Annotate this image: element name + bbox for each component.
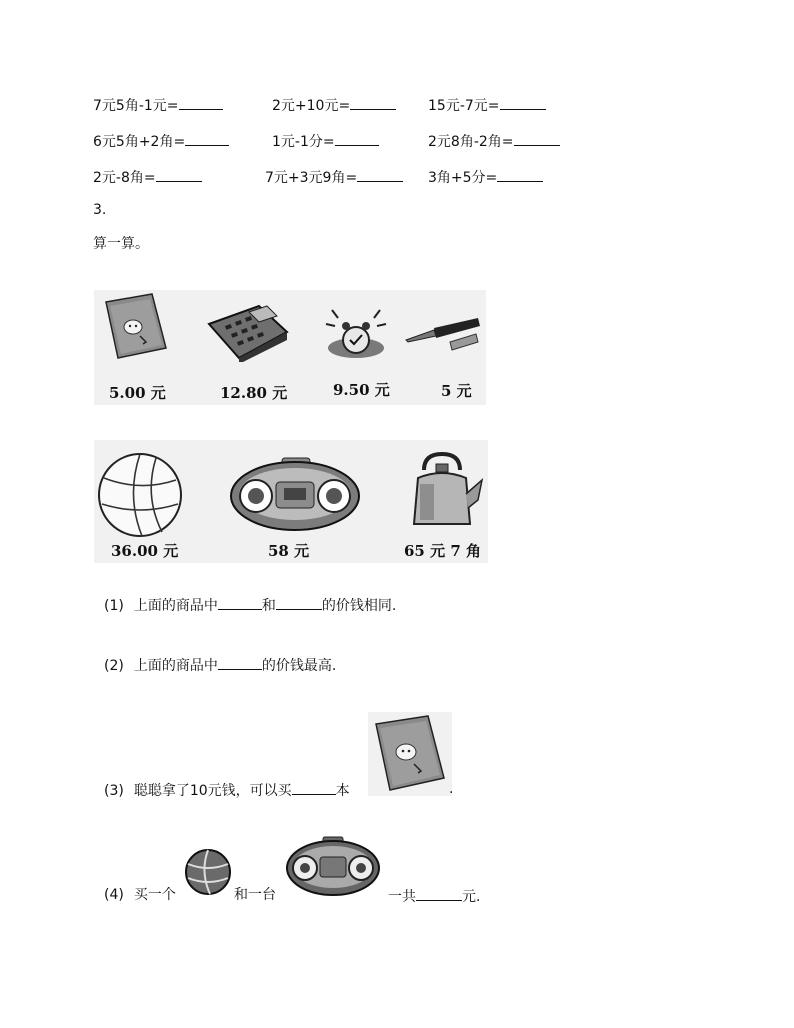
exercise-9: 3角+5分=	[428, 167, 543, 187]
alarm-clock-icon	[322, 304, 394, 364]
question-3: (3) 聪聪拿了10元钱，可以买 本	[104, 780, 350, 800]
price-notebook: 5.00 元	[109, 384, 166, 402]
section-number: 3.	[93, 202, 107, 218]
volleyball-icon	[96, 452, 184, 538]
question-4-start: (4) 买一个	[104, 887, 176, 903]
price-volleyball: 36.00 元	[111, 542, 179, 560]
price-radio: 58 元	[268, 542, 310, 560]
exercise-3: 15元-7元=	[428, 95, 546, 115]
price-calculator: 12.80 元	[220, 384, 288, 402]
radio-icon	[285, 835, 381, 897]
radio-icon	[228, 456, 362, 534]
exercise-7: 2元-8角=	[93, 167, 202, 187]
exercise-2: 2元+10元=	[272, 95, 396, 115]
pen-icon	[404, 316, 482, 356]
question-2: (2) 上面的商品中 的价钱最高.	[104, 655, 336, 675]
notebook-icon	[100, 292, 172, 362]
question-4-end: 一共 元.	[388, 886, 480, 906]
question-3-period: .	[449, 781, 454, 797]
price-kettle: 65 元 7 角	[404, 542, 481, 560]
exercise-8: 7元+3元9角=	[265, 167, 403, 187]
question-1: (1) 上面的商品中 和 的价钱相同.	[104, 595, 396, 615]
exercise-4: 6元5角+2角=	[93, 131, 229, 151]
exercise-1: 7元5角-1元=	[93, 95, 223, 115]
exercise-6: 2元8角-2角=	[428, 131, 560, 151]
price-pen: 5 元	[441, 382, 472, 400]
notebook-icon	[368, 712, 452, 796]
section-title: 算一算。	[93, 236, 149, 252]
price-alarm-clock: 9.50 元	[333, 381, 390, 399]
exercise-5: 1元-1分=	[272, 131, 379, 151]
question-4-middle: 和一台	[234, 887, 276, 903]
kettle-icon	[404, 450, 484, 530]
calculator-icon	[205, 302, 291, 362]
volleyball-icon	[184, 848, 232, 896]
